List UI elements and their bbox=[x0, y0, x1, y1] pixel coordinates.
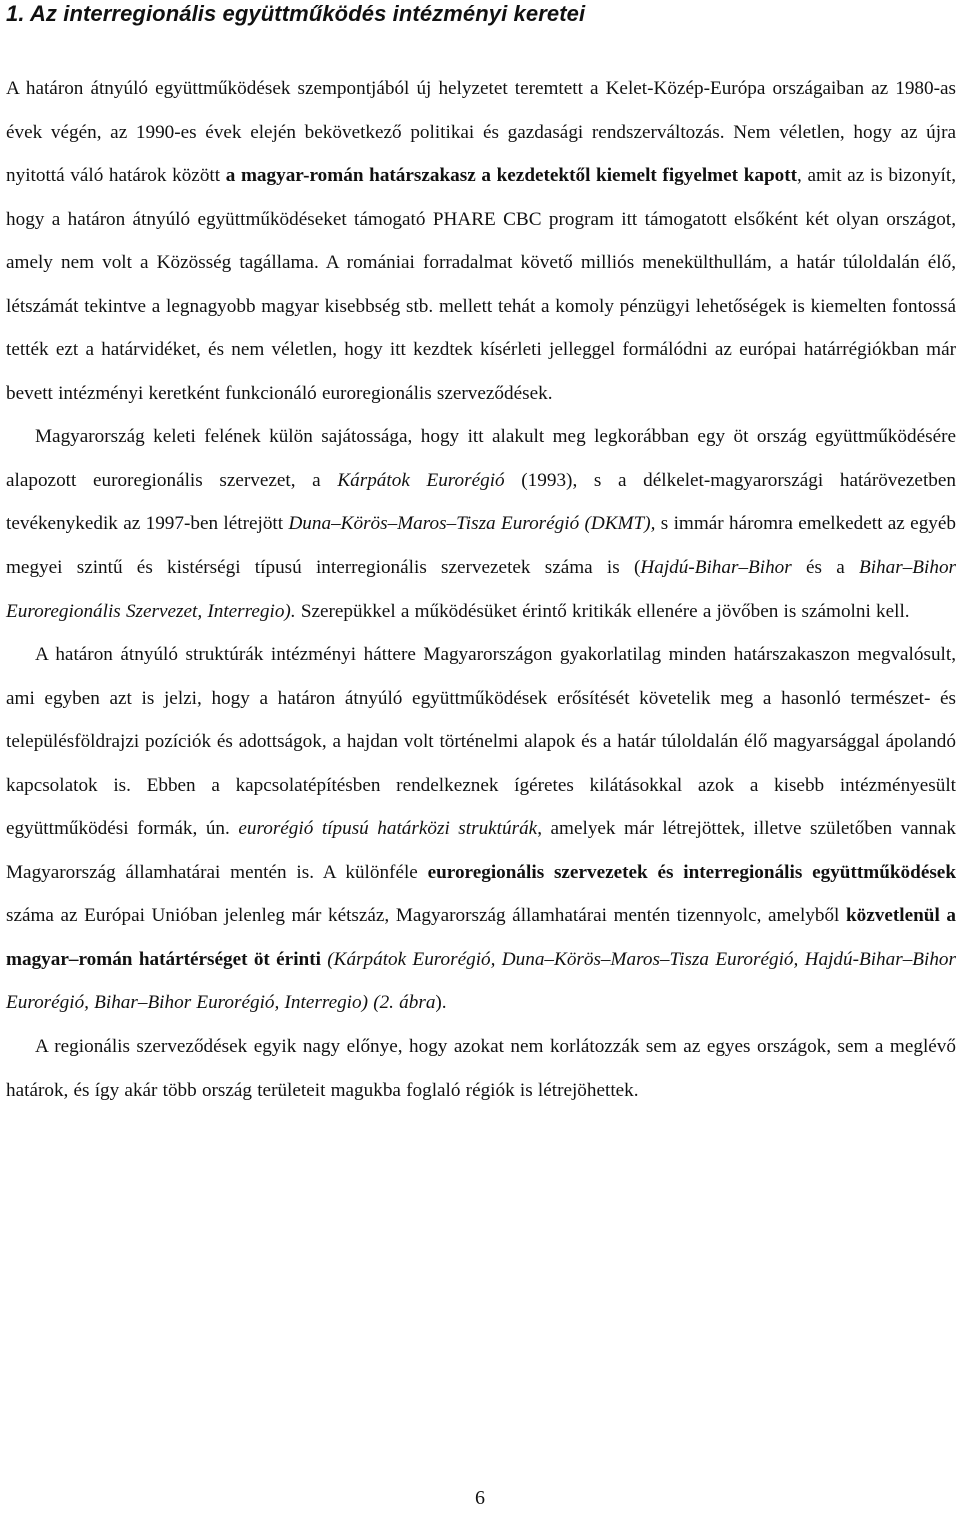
page-number: 6 bbox=[475, 1487, 485, 1509]
paragraph-1-text-2: , amit az is bizonyít, hogy a határon átnyúló együttműködéseket támogató PHARE CBC program itt támogatott elsőként két olyan országot, amely nem volt a Közösség tagállama. A romániai forradalmat követő milliós menekülthullám, a határ túloldalán élő, létszámát tekintve a legnagyobb magyar kisebbség stb. mellett tehát a komoly pénzügyi lehetőségek is kiemelten fontossá tették ezt a határvidéket, és nem véletlen, hogy itt kezdtek kísérleti jelleggel formálódni az európai határrégiókban már bevett intézményi keretként funkcionáló euroregionális szerveződések. bbox=[6, 165, 957, 404]
paragraph-3-text-2: , amelyek már létrejöttek, illetve születőben vannak Magyarország államhatárai mentén is. A különféle bbox=[6, 818, 956, 883]
paragraph-2-text-3: s immár háromra emelkedett az egyéb megyei szintű és kistérségi típusú interregionális szervezetek száma is ( bbox=[6, 513, 956, 579]
paragraph-1 bbox=[6, 67, 956, 415]
paragraph-3-text-3: száma az Európai Unióban jelenleg már kétszáz, Magyarország államhatárai mentén tizennyolc, amelyből bbox=[6, 905, 846, 927]
body-text bbox=[6, 67, 956, 1112]
section-heading: 1. Az interregionális együttműködés intézményi keretei bbox=[6, 1, 586, 26]
paragraph-3-bold-1: euroregionális szervezetek és interregionális együttműködések bbox=[427, 861, 956, 883]
paragraph-3-text-1: A határon átnyúló struktúrák intézményi háttere Magyarországon gyakorlatilag minden határszakaszon megvalósult, ami egyben azt is jelzi, hogy a határon átnyúló együttműködések erősítését követelik meg a hasonló természet- és településföldrajzi pozíciók és adottságok, a hajdan volt történelmi alapok és a határ túloldalán élő magyarsággal ápolandó kapcsolatok is. Ebben a kapcsolatépítésben rendelkeznek ígéretes kilátásokkal azok a kisebb intézményesült együttműködési formák, ún. bbox=[6, 644, 956, 840]
paragraph-3-bold-2: közvetlenül a magyar–román határtérséget öt érinti bbox=[6, 905, 956, 970]
paragraph-2-italic-2: Duna–Körös–Maros–Tisza Eurorégió (DKMT), bbox=[288, 513, 656, 535]
paragraph-3-italic-2: (Kárpátok Eurorégió, Duna–Körös–Maros–Tisza Eurorégió, Hajdú-Bihar–Bihor Eurorégió, Bihar–Bihor Eurorégió, Interregio) (2. ábra bbox=[6, 948, 956, 1014]
paragraph-1-text-1: A határon átnyúló együttműködések szempontjából új helyzetet teremtett a Kelet-Közép-Európa országaiban az 1980-as évek végén, az 1990-es évek elején bekövetkező politikai és gazdasági rendszerváltozás. Nem véletlen, hogy az újra nyitottá váló határok között bbox=[6, 78, 956, 187]
paragraph-2-text-1: Magyarország keleti felének külön sajátossága, hogy itt alakult meg legkorábban egy öt ország együttműködésére alapozott euroregionális szervezet, a bbox=[6, 426, 956, 491]
paragraph-1-bold-1: a magyar-román határszakasz a kezdetektől kiemelt figyelmet kapott bbox=[225, 165, 798, 187]
paragraph-3-text-5: ). bbox=[435, 992, 447, 1014]
paragraph-4-text-1: A regionális szerveződések egyik nagy előnye, hogy azokat nem korlátozzák sem az egyes országok, sem a meglévő határok, és így akár több ország területeit magukba foglaló régiók is létrejöhettek. bbox=[6, 1036, 956, 1101]
paragraph-2-italic-1: Kárpátok Eurorégió bbox=[337, 469, 505, 491]
paragraph-2 bbox=[6, 415, 956, 633]
paragraph-2-italic-3: Hajdú-Bihar–Bihor bbox=[640, 557, 792, 579]
paragraph-2-text-2: (1993), s a délkelet-magyarországi határövezetben tevékenykedik az 1997-ben létrejött bbox=[6, 469, 956, 535]
paragraph-4 bbox=[6, 1025, 956, 1112]
paragraph-2-text-4: és a bbox=[791, 557, 859, 579]
paragraph-3 bbox=[6, 633, 956, 1025]
paragraph-2-italic-4: Bihar–Bihor Euroregionális Szervezet, Interregio). bbox=[6, 557, 957, 622]
paragraph-2-text-5: Szerepükkel a működésüket érintő kritikák ellenére a jövőben is számolni kell. bbox=[295, 600, 910, 622]
paragraph-3-italic-1: eurorégió típusú határközi struktúrák bbox=[238, 818, 538, 840]
